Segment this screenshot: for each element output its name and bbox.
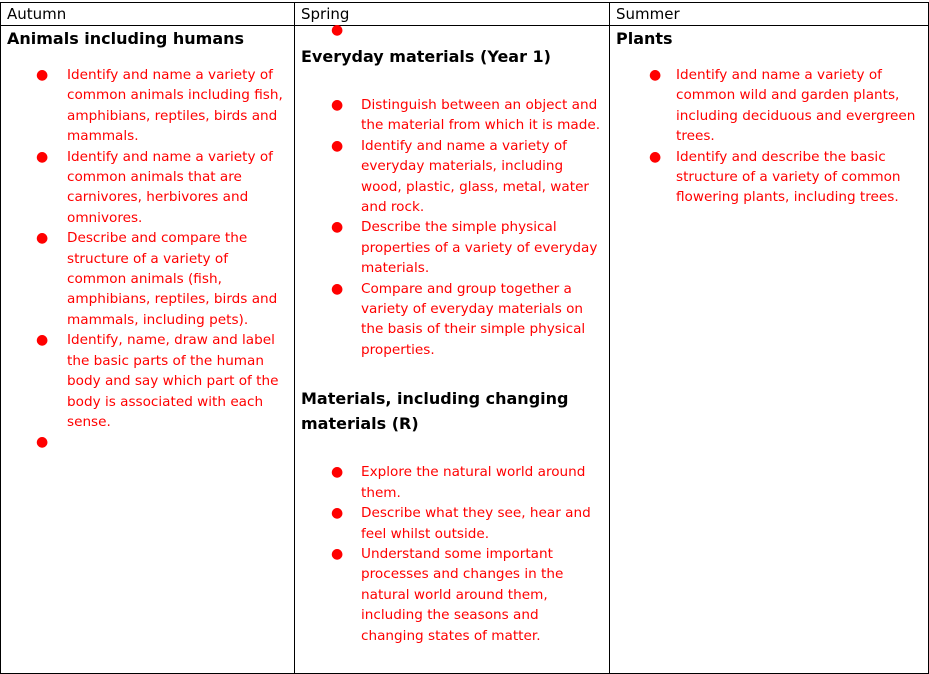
spring-topic-title-2: Materials, including changing materials (R): [301, 389, 569, 434]
spring-objectives-2: [301, 462, 603, 646]
autumn-cell: [1, 26, 295, 674]
autumn-objectives: [7, 65, 288, 453]
summer-objectives: [616, 65, 922, 208]
bullet-icon: ●: [36, 332, 49, 349]
bullet-icon: ●: [331, 280, 344, 297]
bullet-icon: ●: [331, 505, 344, 522]
spring-topic-title-1: Everyday materials (Year 1): [301, 47, 551, 66]
list-item: ● Identify, name, draw and label the basic parts of the human body and say which part of the body is associated with each sense.: [36, 332, 279, 430]
list-item: ● Identify and name a variety of common wild and garden plants, including deciduous and evergreen trees.: [649, 67, 916, 145]
list-item: ● Understand some important processes and changes in the natural world around them, including the seasons and changing states of matter.: [331, 545, 564, 644]
list-item: ● Identify and name a variety of common animals that are carnivores, herbivores and omnivores.: [36, 148, 273, 226]
bullet-icon: ●: [331, 464, 344, 481]
curriculum-table: [0, 2, 929, 674]
summer-cell: [610, 26, 929, 674]
list-item: ● Describe the simple physical properties of a variety of everyday materials.: [331, 219, 598, 277]
spring-objectives-1: [301, 95, 603, 360]
list-item: ● Describe and compare the structure of a variety of common animals (fish, amphibians, reptiles, birds and mammals, including pets).: [36, 230, 278, 328]
bullet-icon: ●: [36, 230, 49, 247]
header-row: [1, 3, 929, 26]
summer-topic-title: Plants: [616, 29, 673, 48]
empty-list-item: [301, 22, 603, 42]
bullet-icon: ●: [36, 434, 49, 451]
content-row: [1, 26, 929, 674]
bullet-icon: ●: [649, 148, 662, 165]
list-item: ● Identify and describe the basic structure of a variety of common flowering plants, including trees.: [649, 148, 901, 206]
header-autumn: Autumn: [1, 3, 295, 26]
list-item: ● Explore the natural world around them.: [331, 464, 586, 501]
list-item: ● Compare and group together a variety of everyday materials on the basis of their simple physical properties.: [331, 280, 586, 358]
header-summer: Summer: [610, 3, 929, 26]
bullet-icon: ●: [331, 137, 344, 154]
list-item: ● Describe what they see, hear and feel whilst outside.: [331, 505, 591, 542]
bullet-icon: ●: [331, 545, 344, 562]
autumn-topic-title: Animals including humans: [7, 29, 245, 48]
bullet-icon: ●: [649, 67, 662, 83]
spring-cell: [295, 22, 610, 674]
bullet-icon: ●: [331, 97, 344, 113]
list-item: ● Distinguish between an object and the material from which it is made.: [331, 97, 601, 134]
list-item: ● Identify and name a variety of everyday materials, including wood, plastic, glass, metal, water and rock.: [331, 137, 590, 216]
list-item: ● Identify and name a variety of common animals including fish, amphibians, reptiles, birds and mammals.: [36, 67, 283, 145]
header-spring: Spring: [295, 3, 610, 26]
bullet-icon: ●: [331, 219, 344, 236]
bullet-icon: ●: [331, 22, 344, 38]
list-item: [7, 432, 288, 452]
bullet-icon: ●: [36, 67, 49, 83]
bullet-icon: ●: [36, 148, 49, 165]
